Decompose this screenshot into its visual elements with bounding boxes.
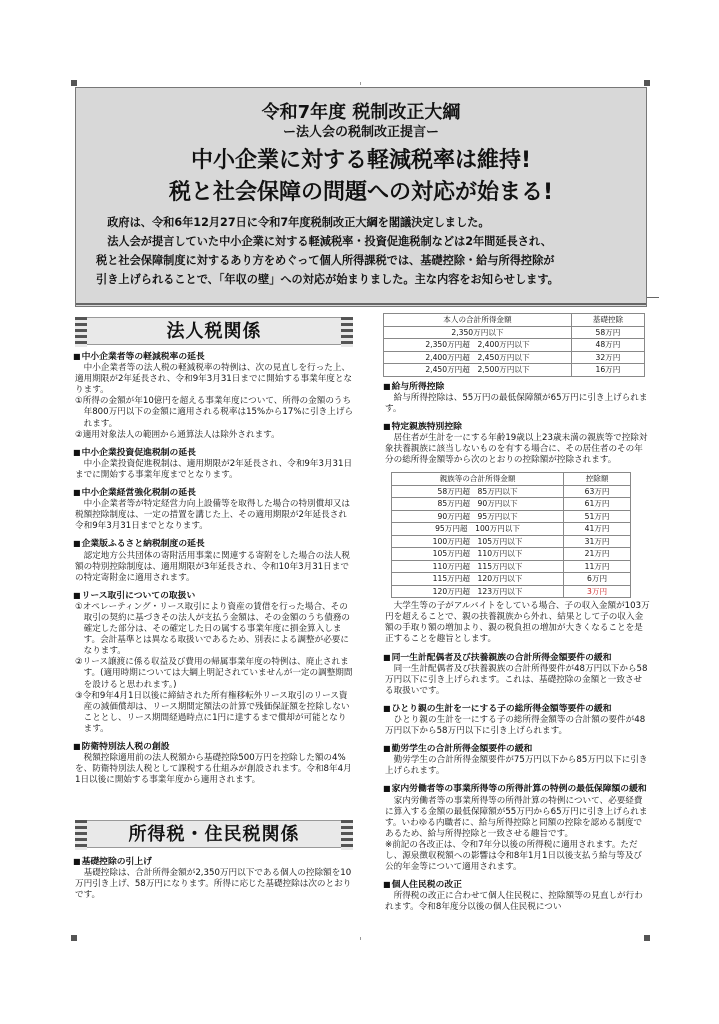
article (73, 590, 355, 735)
headline-year: 令和7年度 税制改正大綱 (261, 102, 461, 123)
article-paragraph: ③令和9年4月1日以後に締結された所有権移転外リース取引のリース資産の減価償却は、リース期間定額法の計算で残価保証額を控除しないこととし、リース期間経過時点に1円に達するまで償却が可能となります。 (75, 690, 350, 734)
article (383, 381, 650, 415)
headline-subtitle: ー法人会の税制改正提言ー (282, 125, 439, 140)
section-title: 法人税関係 (166, 321, 262, 342)
table-row (384, 326, 645, 339)
left-column-bottom (73, 856, 355, 907)
article (383, 879, 650, 913)
article-paragraph: 税額控除適用前の法人税額から基礎控除500万円を控除した額の4%を、防衛特別法人税として課税する仕組みが創設されます。令和8年4月1日以後に開始する事業年度から適用されます。 (75, 753, 352, 786)
article-paragraph: 居住者が生計を一にする年齢19歳以上23歳未満の親族等で控除対象扶養親族に該当しないものを有する場合に、その居住者のその年分の総所得金額等から次のとおりの控除額が控除されます。 (385, 432, 648, 466)
university-student-note: 大学生等の子がアルバイトをしている場合、子の収入金額が103万円を超えることで、親の扶養親族から外れ、結果として子の収入金額の手取り額の増加より、親の税負担の増加が大きくなることを是正することを趣旨とします。 (385, 601, 650, 645)
section-header-corporate-tax (75, 317, 353, 345)
article (383, 703, 650, 737)
article-body (73, 551, 355, 584)
article-paragraph: 認定地方公共団体の寄附活用事業に関連する寄附をした場合の法人税額の特別控除制度は、適用期限が3年延長され、令和10年3月31日までの特定寄附金に適用されます。 (75, 550, 351, 583)
article-body (73, 753, 355, 786)
crop-mark-bottom-right (644, 935, 650, 941)
article-paragraph: 中小企業投資促進税制は、適用期限が2年延長され、令和9年3月31日までに開始する事業年度までとなります。 (75, 458, 353, 480)
article-paragraph: 基礎控除は、合計所得金額が2,350万円以下である個人の控除額を10万円引き上げ、58万円になります。所得に応じた基礎控除は次のとおりです。 (75, 868, 352, 901)
relative-deduction-table (391, 472, 631, 598)
table-cell: 51万円 (564, 510, 631, 523)
article-title: ■ 個人住民税の改正 (383, 879, 650, 891)
article-title: ■ 防衛特別法人税の創設 (73, 741, 355, 753)
intro-line: 税と社会保障制度に対するあり方をめぐって個人所得課税では、基礎控除・給与所得控除が (96, 254, 555, 267)
article-title: ■ 勤労学生の合計所得金額要件の緩和 (383, 743, 650, 755)
header-box (75, 87, 647, 307)
article (383, 783, 650, 873)
article-paragraph: ①オペレーティング・リース取引により資産の賃借を行った場合、その取引の契約に基づきその法人が支払う金額は、その金額のうち債務の確定した部分は、その確定した日の属する事業年度に損金算入します。会計基準とは異なる取扱いであるため、別表による調整が必要になります。 (75, 601, 351, 657)
intro-line: 引き上げられることで、「年収の壁」への対応が始まりました。主な内容をお知らせします。 (96, 273, 559, 286)
section-ornament-left (75, 317, 87, 347)
table-cell: 95万円超 100万円以下 (392, 523, 564, 536)
article-body (383, 755, 650, 777)
table-cell: 16万円 (571, 364, 644, 377)
article-title: ■ 中小企業者等の軽減税率の延長 (73, 351, 355, 363)
article-paragraph: 同一生計配偶者及び扶養親族の合計所得要件が48万円以下から58万円以下に引き上げられます。これは、基礎控除の金額と一致させる取扱いです。 (385, 663, 648, 696)
section-ornament-left (75, 820, 87, 850)
article (73, 351, 355, 441)
article-title: ■ 特定親族特別控除 (383, 421, 650, 433)
article-paragraph: ②適用対象法人の範囲から通算法人は除外されます。 (75, 429, 280, 440)
article-title: ■ 中小企業投資促進税制の延長 (73, 447, 355, 459)
table-row (384, 351, 645, 364)
table-header-cell: 控除額 (564, 473, 631, 486)
article-title: ■ リース取引についての取扱い (73, 590, 355, 602)
article-body (73, 363, 355, 441)
headline-main-1: 中小企業に対する軽減税率は維持! (190, 148, 532, 173)
article (73, 487, 355, 532)
article-paragraph: 中小企業者等が特定経営力向上設備等を取得した場合の特別償却又は税額控除制度は、一定の措置を講じた上、その適用期限が2年延長され令和9年3月31日までとなります。 (75, 499, 351, 532)
headline-main-2: 税と社会保障の問題への対応が始まる! (168, 180, 554, 205)
header-divider (76, 303, 646, 305)
table-header-cell: 親族等の合計所得金額 (392, 473, 564, 486)
table-cell: 120万円超 123万円以下 (392, 585, 564, 598)
table-row (392, 573, 631, 586)
article-paragraph: 勤労学生の合計所得金額要件が75万円以下から85万円以下に引き上げられます。 (385, 755, 648, 777)
table-cell: 61万円 (564, 498, 631, 511)
table-header-cell: 本人の合計所得金額 (384, 314, 572, 327)
table-cell: 6万円 (564, 573, 631, 586)
crop-line-top (360, 82, 361, 85)
crop-mark-bottom-left (71, 935, 77, 941)
article-title: ■ ひとり親の生計を一にする子の総所得金額等要件の緩和 (383, 703, 650, 715)
table-cell: 41万円 (564, 523, 631, 536)
table-cell: 21万円 (564, 548, 631, 561)
table-header-row (384, 314, 645, 327)
article-title: ■ 家内労働者等の事業所得等の所得計算の特例の最低保障額の緩和 (383, 783, 650, 795)
article-paragraph: ①所得の金額が年10億円を超える事業年度について、所得の金額のうち年800万円以下の金額に適用される税率は15%から17%に引き上げられます。 (75, 396, 354, 429)
table-cell: 31万円 (564, 535, 631, 548)
table-row (392, 498, 631, 511)
article (73, 741, 355, 786)
table-cell: 63万円 (564, 485, 631, 498)
table-row (392, 548, 631, 561)
table-cell: 110万円超 115万円以下 (392, 560, 564, 573)
table-cell: 2,350万円以下 (384, 326, 572, 339)
table-row (384, 339, 645, 352)
article-paragraph: 所得税の改正に合わせて個人住民税に、控除額等の見直しが行われます。令和8年度分以後の個人住民税につい (385, 891, 643, 913)
article-body (73, 499, 355, 532)
table-cell: 105万円超 110万円以下 (392, 548, 564, 561)
article-body (383, 796, 650, 874)
article-title: ■ 同一生計配偶者及び扶養親族の合計所得金額要件の緩和 (383, 652, 650, 664)
intro-line: 法人会が提言していた中小企業に対する軽減税率・投資促進税制などは2年間延長され、 (96, 235, 552, 248)
section-ornament-right (341, 820, 353, 850)
table-cell: 48万円 (571, 339, 644, 352)
section-ornament-right (341, 317, 353, 347)
table-row (384, 364, 645, 377)
article-body (73, 459, 355, 481)
section-title: 所得税・住民税関係 (128, 824, 300, 845)
article (73, 538, 355, 583)
table-cell: 32万円 (571, 351, 644, 364)
table-row (392, 510, 631, 523)
article (73, 856, 355, 901)
crop-mark-top-left (71, 80, 77, 86)
table-row (392, 485, 631, 498)
basic-deduction-table (383, 313, 645, 377)
table-cell: 11万円 (564, 560, 631, 573)
table-row (392, 535, 631, 548)
article-paragraph: ひとり親の生計を一にする子の総所得金額等の合計額の要件が48万円以下から58万円以下に引き上げられます。 (385, 715, 646, 737)
table-cell: 58万円 (571, 326, 644, 339)
article-paragraph: ②リース譲渡に係る収益及び費用の帰属事業年度の特例は、廃止されます。(適用時期については大綱上明記されていませんが一定の調整期間を設けると思われます。) (75, 657, 353, 690)
article-body (73, 602, 355, 735)
table-header-row (392, 473, 631, 486)
article-title: ■ 給与所得控除 (383, 381, 650, 393)
table-cell: 2,350万円超 2,400万円以下 (384, 339, 572, 352)
table-row (392, 560, 631, 573)
article-body (383, 664, 650, 697)
article-paragraph: 中小企業者等の法人税の軽減税率の特例は、次の見直しを行った上、適用期限が2年延長され、令和9年3月31日までに開始する事業年度となります。 (75, 363, 353, 396)
article-title: ■ 企業版ふるさと納税制度の延長 (73, 538, 355, 550)
table-cell: 115万円超 120万円以下 (392, 573, 564, 586)
table-header-cell: 基礎控除 (571, 314, 644, 327)
intro-text (96, 213, 632, 289)
left-column (73, 351, 355, 792)
article-body (383, 393, 650, 415)
article-body (383, 891, 650, 913)
table-cell: 85万円超 90万円以下 (392, 498, 564, 511)
table-row (392, 523, 631, 536)
table-cell: 90万円超 95万円以下 (392, 510, 564, 523)
table-cell: 3万円 (564, 585, 631, 598)
article-title: ■ 基礎控除の引上げ (73, 856, 355, 868)
table-cell: 2,450万円超 2,500万円以下 (384, 364, 572, 377)
article-body (73, 868, 355, 901)
article (383, 421, 650, 466)
intro-line: 政府は、令和6年12月27日に令和7年度税制改正大綱を閣議決定しました。 (96, 216, 490, 229)
article (383, 743, 650, 777)
crop-mark-top-right (644, 80, 650, 86)
table-cell: 100万円超 105万円以下 (392, 535, 564, 548)
article-body (383, 433, 650, 466)
article-body (383, 715, 650, 737)
table-cell: 58万円超 85万円以下 (392, 485, 564, 498)
right-column (383, 313, 650, 920)
section-header-income-tax (75, 820, 353, 848)
table-cell: 2,400万円超 2,450万円以下 (384, 351, 572, 364)
crop-line-bottom (360, 937, 361, 940)
article (383, 652, 650, 697)
article-paragraph: ※前記の各改正は、令和7年分以後の所得税に適用されます。ただし、源泉徴収税額への影響は令和8年1月1日以後支払う給与等及び公的年金等について適用されます。 (385, 839, 643, 873)
article-title: ■ 中小企業経営強化税制の延長 (73, 487, 355, 499)
crop-line-side (645, 297, 659, 298)
article (73, 447, 355, 481)
article-paragraph: 給与所得控除は、55万円の最低保障額が65万円に引き上げられます。 (385, 392, 648, 414)
table-row (392, 585, 631, 598)
article-paragraph: 家内労働者等の事業所得等の所得計算の特例について、必要経費に算入する金額の最低保障額が55万円から65万円に引き上げられます。いわゆる内職者に、給与所得控除と同額の控除を認める制度であるため、給与所得控除と一致させる趣旨です。 (385, 795, 648, 839)
